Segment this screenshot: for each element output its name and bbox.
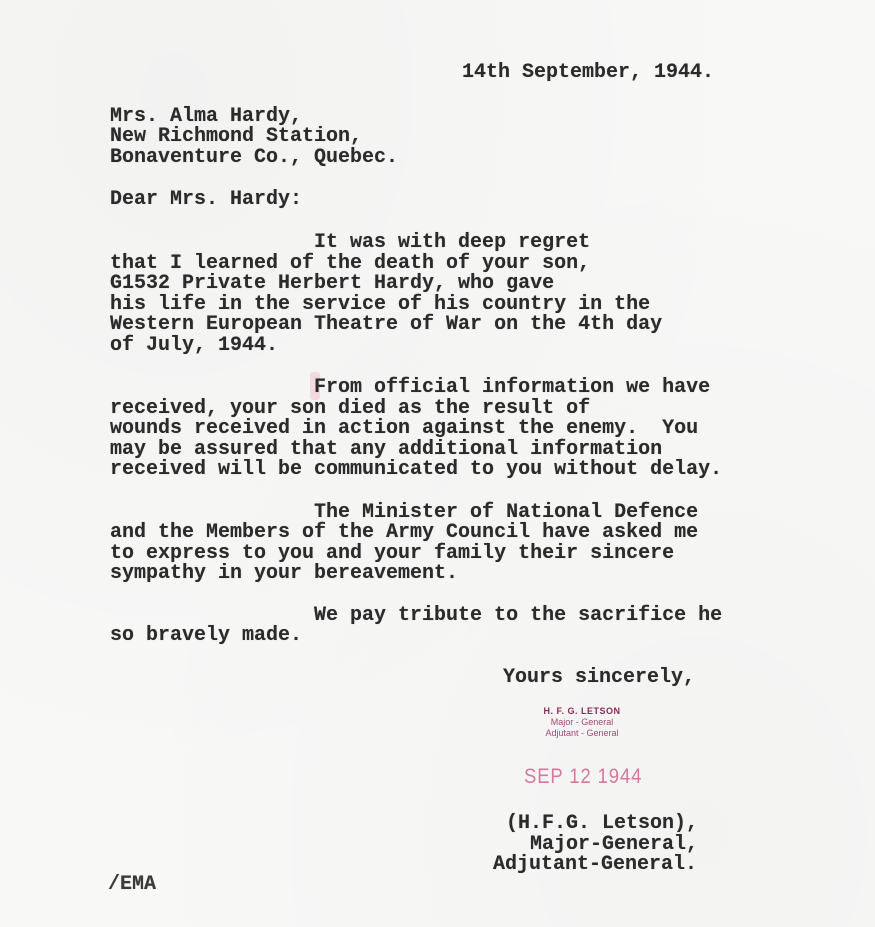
paragraph-line: and the Members of the Army Council have asked me (110, 521, 699, 544)
reference-initials: /EMA (108, 873, 157, 896)
paragraph-line: It was with deep regret (110, 231, 591, 254)
recipient-name: Mrs. Alma Hardy, (110, 105, 303, 128)
paragraph-line: received, your son died as the result of (110, 397, 591, 420)
signature-stamp (527, 706, 637, 739)
recipient-address-line-2: Bonaventure Co., Quebec. (110, 146, 399, 169)
salutation: Dear Mrs. Hardy: (110, 188, 303, 211)
paragraph-line: to express to you and your family their sincere (110, 542, 675, 565)
signature-stamp-name: H. F. G. LETSON (543, 706, 621, 716)
paragraph-line: may be assured that any additional information (110, 438, 663, 461)
paragraph-line: received will be communicated to you without delay. (110, 458, 723, 481)
letter-date: 14th September, 1944. (462, 61, 715, 84)
typed-signature-rank: Major-General, (530, 833, 699, 856)
paragraph-line: sympathy in your bereavement. (110, 562, 459, 585)
paragraph-line: that I learned of the death of your son, (110, 252, 591, 275)
signature-stamp-title: Adjutant - General (545, 728, 619, 738)
typed-signature-name: (H.F.G. Letson), (506, 812, 699, 835)
closing: Yours sincerely, (503, 666, 696, 689)
paragraph-line: his life in the service of his country in the (110, 293, 651, 316)
date-received-stamp: SEP 12 1944 (524, 765, 643, 788)
paragraph-line: We pay tribute to the sacrifice he (110, 604, 723, 627)
paragraph-line: wounds received in action against the enemy. You (110, 417, 699, 440)
typed-signature-title: Adjutant-General. (493, 853, 698, 876)
signature-stamp-rank: Major - General (550, 717, 614, 727)
paragraph-line: of July, 1944. (110, 334, 279, 357)
paragraph-line: From official information we have (110, 376, 711, 399)
recipient-address-line-1: New Richmond Station, (110, 125, 363, 148)
paragraph-line: G1532 Private Herbert Hardy, who gave (110, 272, 555, 295)
paragraph-line: so bravely made. (110, 624, 303, 647)
paragraph-line: Western European Theatre of War on the 4th day (110, 313, 663, 336)
paragraph-line: The Minister of National Defence (110, 501, 699, 524)
